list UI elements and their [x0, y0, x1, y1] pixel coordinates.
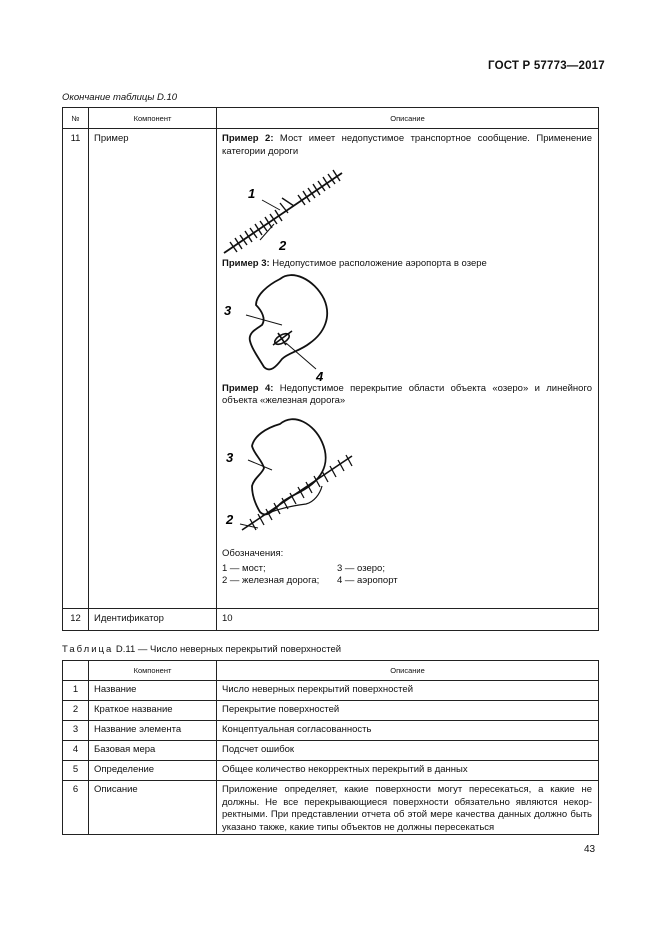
col-header-component: Компонент [89, 108, 217, 129]
col-header-number: № [63, 108, 89, 129]
legend [222, 563, 592, 588]
row-component: Пример [89, 129, 217, 609]
row-number: 5 [63, 761, 89, 781]
table-row [63, 741, 599, 761]
row-component: Базовая мера [89, 741, 217, 761]
page-number: 43 [584, 844, 596, 855]
table-row [63, 701, 599, 721]
row-number: 3 [63, 721, 89, 741]
row-description: 10 [217, 609, 599, 631]
table-d11 [62, 660, 599, 835]
lake-railway-diagram [222, 408, 594, 548]
legend-item: 4 — аэропорт [337, 575, 398, 587]
fig-label-2: 2 [279, 238, 287, 254]
row-number: 12 [63, 609, 89, 631]
col-header-description: Описание [217, 108, 599, 129]
document-header: ГОСТ Р 57773—2017 [488, 60, 605, 72]
col-header-description: Описание [217, 661, 599, 681]
table-continuation-caption: Окончание таблицы D.10 [62, 92, 178, 103]
table-row [63, 761, 599, 781]
row-number: 6 [63, 781, 89, 835]
col-header-component: Компонент [89, 661, 217, 681]
table-row [63, 609, 599, 631]
table-row [63, 721, 599, 741]
example-4-text: Пример 4: Недопустимое перекрытие области объекта «озеро» и линейного объекта «железная дорога» [222, 382, 593, 407]
row-description: Перекрытие поверхностей [217, 701, 599, 721]
row-component: Название [89, 681, 217, 701]
fig-label-1: 1 [248, 186, 256, 202]
row-component: Название элемента [89, 721, 217, 741]
row-description: Общее количество некорректных перекрытий в данных [217, 761, 599, 781]
row-component: Краткое название [89, 701, 217, 721]
table-row [63, 681, 599, 701]
row-description: Приложение определяет, какие поверхности могут пересекаться, а какие не должны. Не все перекрывающиеся поверхности обязательно являются некор-ректными. При представлении отчета об этой мере качества данных должно быть указано также, какие типы объектов не должны пересекаться [217, 781, 599, 835]
row-number: 4 [63, 741, 89, 761]
table-d10-end [62, 107, 599, 631]
row-number: 11 [63, 129, 89, 609]
row-component: Идентификатор [89, 609, 217, 631]
fig-label-3: 3 [224, 302, 232, 318]
row-component: Определение [89, 761, 217, 781]
table-row [63, 781, 599, 835]
table-d11-caption: Таблица D.11 — Число неверных перекрытий поверхностей [62, 644, 342, 655]
row-description: Концептуальная согласованность [217, 721, 599, 741]
row-component: Описание [89, 781, 217, 835]
legend-item: 2 — железная дорога; [222, 575, 320, 587]
example-2-text: Пример 2: Мост имеет недопустимое транспортное сообщение. Применение категории дороги [222, 133, 592, 157]
fig-label-4: 4 [316, 368, 324, 383]
fig-label-2b: 2 [226, 511, 234, 527]
row-description: Подсчет ошибок [217, 741, 599, 761]
example-3-text: Пример 3: Недопустимое расположение аэропорта в озере [222, 258, 487, 270]
row-number: 1 [63, 681, 89, 701]
table-row [63, 129, 599, 609]
col-header-number [63, 661, 89, 681]
lake-airport-diagram [222, 271, 594, 383]
row-description [217, 129, 599, 609]
legend-item: 3 — озеро; [337, 562, 385, 574]
legend-item: 1 — мост; [222, 562, 266, 574]
row-number: 2 [63, 701, 89, 721]
legend-title: Обозначения: [222, 547, 284, 559]
bridge-diagram [222, 158, 594, 258]
row-description: Число неверных перекрытий поверхностей [217, 681, 599, 701]
fig-label-3b: 3 [226, 449, 234, 465]
